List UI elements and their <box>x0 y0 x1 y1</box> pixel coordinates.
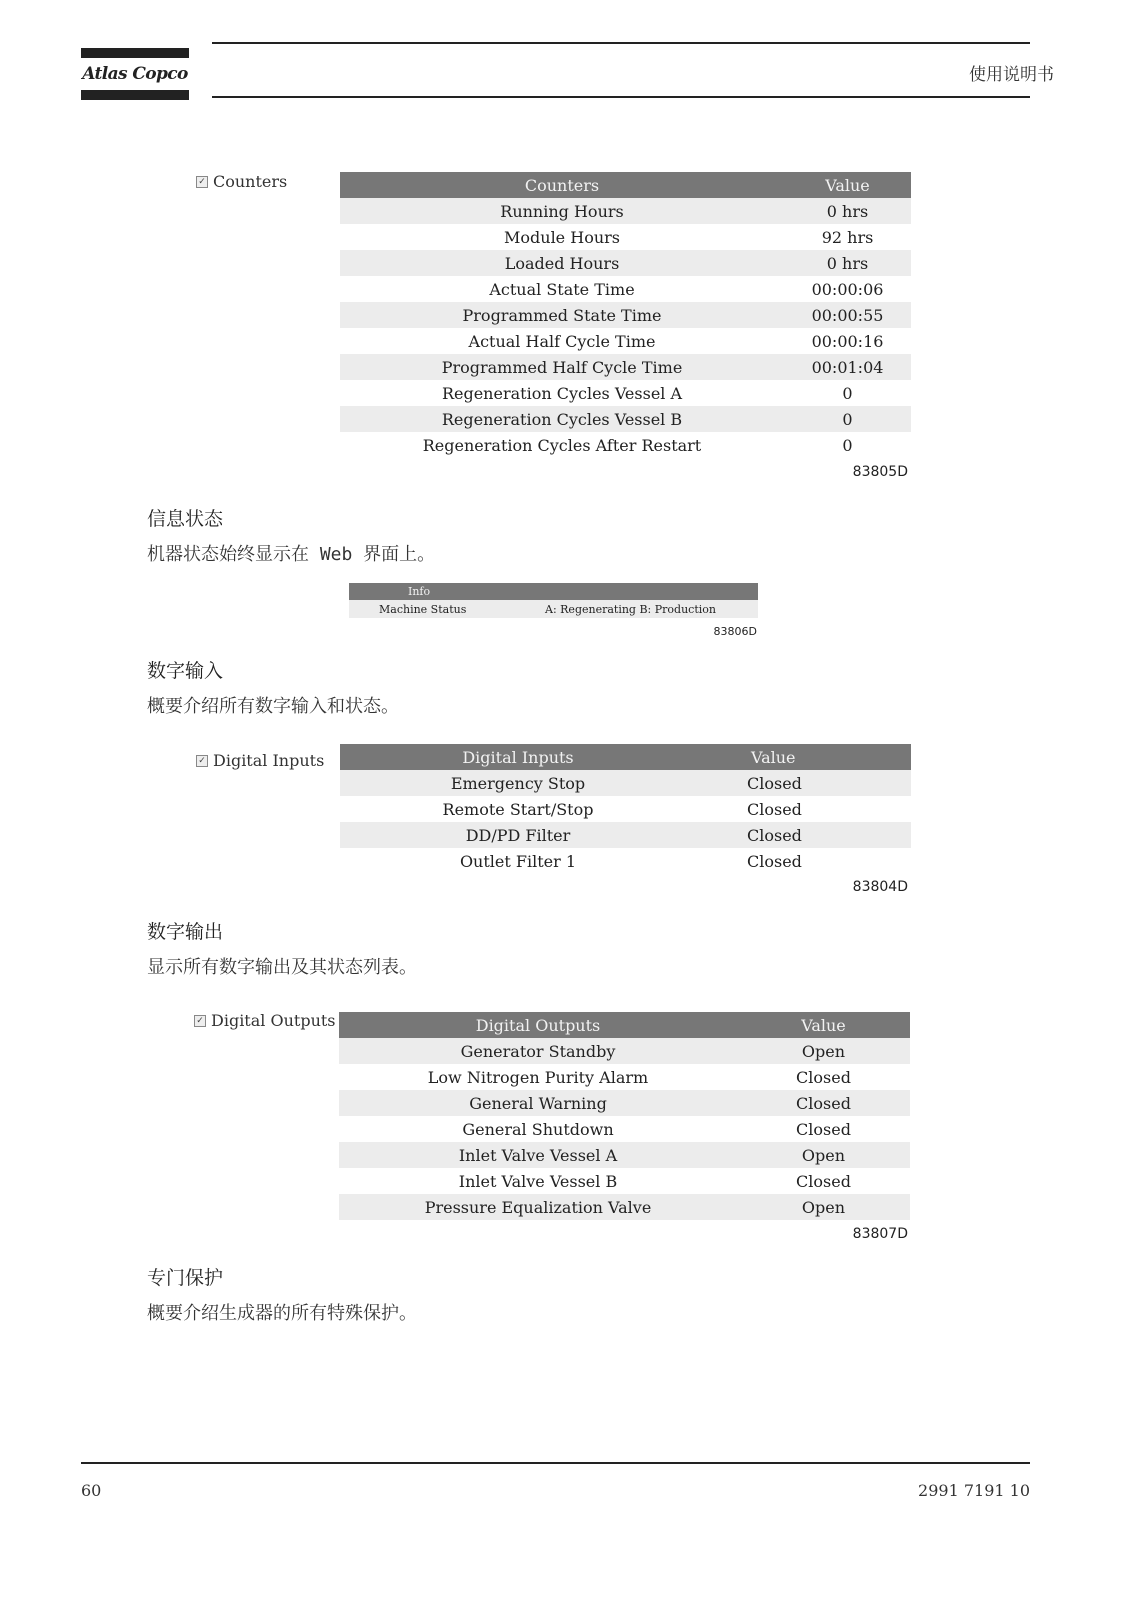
checkbox-checked-icon[interactable]: ✓ <box>196 755 208 767</box>
value-column-header: Value <box>696 744 911 770</box>
row-label: General Warning <box>339 1090 737 1116</box>
row-value: 00:00:16 <box>811 331 884 351</box>
digital-outputs-column-header: Digital Outputs <box>339 1012 737 1038</box>
row-label: Programmed Half Cycle Time <box>340 354 784 380</box>
counters-checkbox-label: Counters <box>213 172 288 191</box>
table-row <box>340 198 911 224</box>
figure-code: 83805D <box>852 464 908 480</box>
table-row <box>340 432 911 458</box>
page-number: 60 <box>81 1481 102 1500</box>
row-value: Open <box>737 1142 910 1168</box>
row-label: Regeneration Cycles After Restart <box>422 435 702 455</box>
row-value: 0 <box>784 406 911 432</box>
table-row <box>340 354 911 380</box>
table-row <box>340 796 911 822</box>
row-value: Closed <box>737 1090 910 1116</box>
table-row <box>339 1168 910 1194</box>
row-value: Closed <box>796 1119 851 1139</box>
table-row <box>340 848 911 874</box>
section-heading-info-status: 信息状态 <box>147 508 224 530</box>
row-label: Actual Half Cycle Time <box>468 331 656 351</box>
section-heading-digital-outputs: 数字输出 <box>147 921 224 943</box>
row-label: Regeneration Cycles Vessel A <box>441 383 683 403</box>
row-label: DD/PD Filter <box>340 822 696 848</box>
row-value: 0 hrs <box>784 250 911 276</box>
checkbox-checked-icon[interactable]: ✓ <box>194 1015 206 1027</box>
table-row <box>340 302 911 328</box>
row-label: Emergency Stop <box>340 770 696 796</box>
section-text-info-status: 机器状态始终显示在 Web 界面上。 <box>147 544 436 565</box>
row-label: Outlet Filter 1 <box>459 851 577 871</box>
row-value: Closed <box>796 1171 851 1191</box>
row-value: Open <box>737 1038 910 1064</box>
machine-status-label: Machine Status <box>349 600 509 618</box>
row-value: 92 hrs <box>821 227 874 247</box>
value-column-header: Value <box>784 172 911 198</box>
header-top-rule <box>212 42 1030 44</box>
figure-code: 83807D <box>852 1226 908 1242</box>
row-label: Inlet Valve Vessel A <box>339 1142 737 1168</box>
row-value: Closed <box>696 822 911 848</box>
counters-checkbox-row[interactable] <box>196 172 287 191</box>
row-label: Actual State Time <box>489 279 635 299</box>
row-value: 00:01:04 <box>784 354 911 380</box>
table-row <box>340 250 911 276</box>
digital-inputs-table <box>340 744 911 874</box>
section-text-digital-inputs: 概要介绍所有数字输入和状态。 <box>147 696 399 717</box>
row-label: Loaded Hours <box>340 250 784 276</box>
section-heading-digital-inputs: 数字输入 <box>147 660 224 682</box>
logo-bottom-bar <box>81 90 189 100</box>
row-value: Open <box>737 1194 910 1220</box>
row-value: Closed <box>796 1067 851 1087</box>
digital-inputs-checkbox-row[interactable] <box>196 751 324 770</box>
row-value: Closed <box>747 851 802 871</box>
document-number: 2991 7191 10 <box>918 1481 1030 1500</box>
row-value: Closed <box>696 770 911 796</box>
counters-column-header: Counters <box>340 172 784 198</box>
figure-code: 83806D <box>713 625 757 638</box>
table-row <box>339 1090 910 1116</box>
row-value: Closed <box>747 799 802 819</box>
row-value: 00:00:55 <box>784 302 911 328</box>
row-value: 0 <box>842 435 853 455</box>
counters-table <box>340 172 911 458</box>
header-bottom-rule <box>212 96 1030 98</box>
row-label: Inlet Valve Vessel B <box>458 1171 618 1191</box>
digital-inputs-checkbox-label: Digital Inputs <box>213 751 325 770</box>
info-table-header: Info <box>349 583 758 600</box>
table-row <box>339 1116 910 1142</box>
footer-rule <box>81 1462 1030 1464</box>
section-text-digital-outputs: 显示所有数字输出及其状态列表。 <box>147 957 417 978</box>
digital-outputs-table <box>339 1012 910 1220</box>
row-label: Running Hours <box>340 198 784 224</box>
logo-top-bar <box>81 48 189 58</box>
info-table <box>349 583 758 618</box>
digital-inputs-column-header: Digital Inputs <box>340 744 696 770</box>
atlas-copco-logo <box>81 48 189 100</box>
row-label: Regeneration Cycles Vessel B <box>340 406 784 432</box>
row-value: 0 hrs <box>784 198 911 224</box>
table-row <box>339 1142 910 1168</box>
table-row <box>340 224 911 250</box>
row-value: 0 <box>842 383 853 403</box>
row-label: Low Nitrogen Purity Alarm <box>427 1067 649 1087</box>
value-column-header: Value <box>737 1012 910 1038</box>
row-label: Generator Standby <box>339 1038 737 1064</box>
table-row <box>339 1038 910 1064</box>
row-label: Pressure Equalization Valve <box>339 1194 737 1220</box>
row-label: Module Hours <box>504 227 620 247</box>
document-type: 使用说明书 <box>969 65 1054 85</box>
row-label: General Shutdown <box>462 1119 614 1139</box>
table-row <box>340 276 911 302</box>
table-row <box>340 406 911 432</box>
row-label: Remote Start/Stop <box>442 799 594 819</box>
table-row <box>339 1064 910 1090</box>
row-label: Programmed State Time <box>340 302 784 328</box>
digital-outputs-checkbox-row[interactable] <box>194 1011 336 1030</box>
table-row <box>340 822 911 848</box>
checkbox-checked-icon[interactable]: ✓ <box>196 176 208 188</box>
digital-outputs-checkbox-label: Digital Outputs <box>211 1011 336 1030</box>
table-row <box>340 328 911 354</box>
table-row <box>339 1194 910 1220</box>
row-value: 00:00:06 <box>811 279 884 299</box>
machine-status-value: A: Regenerating B: Production <box>509 600 758 618</box>
section-text-special-protection: 概要介绍生成器的所有特殊保护。 <box>147 1303 417 1324</box>
table-row <box>340 770 911 796</box>
section-heading-special-protection: 专门保护 <box>147 1267 224 1289</box>
table-row <box>340 380 911 406</box>
logo-wordmark: Atlas Copco <box>82 64 188 84</box>
figure-code: 83804D <box>852 879 908 895</box>
